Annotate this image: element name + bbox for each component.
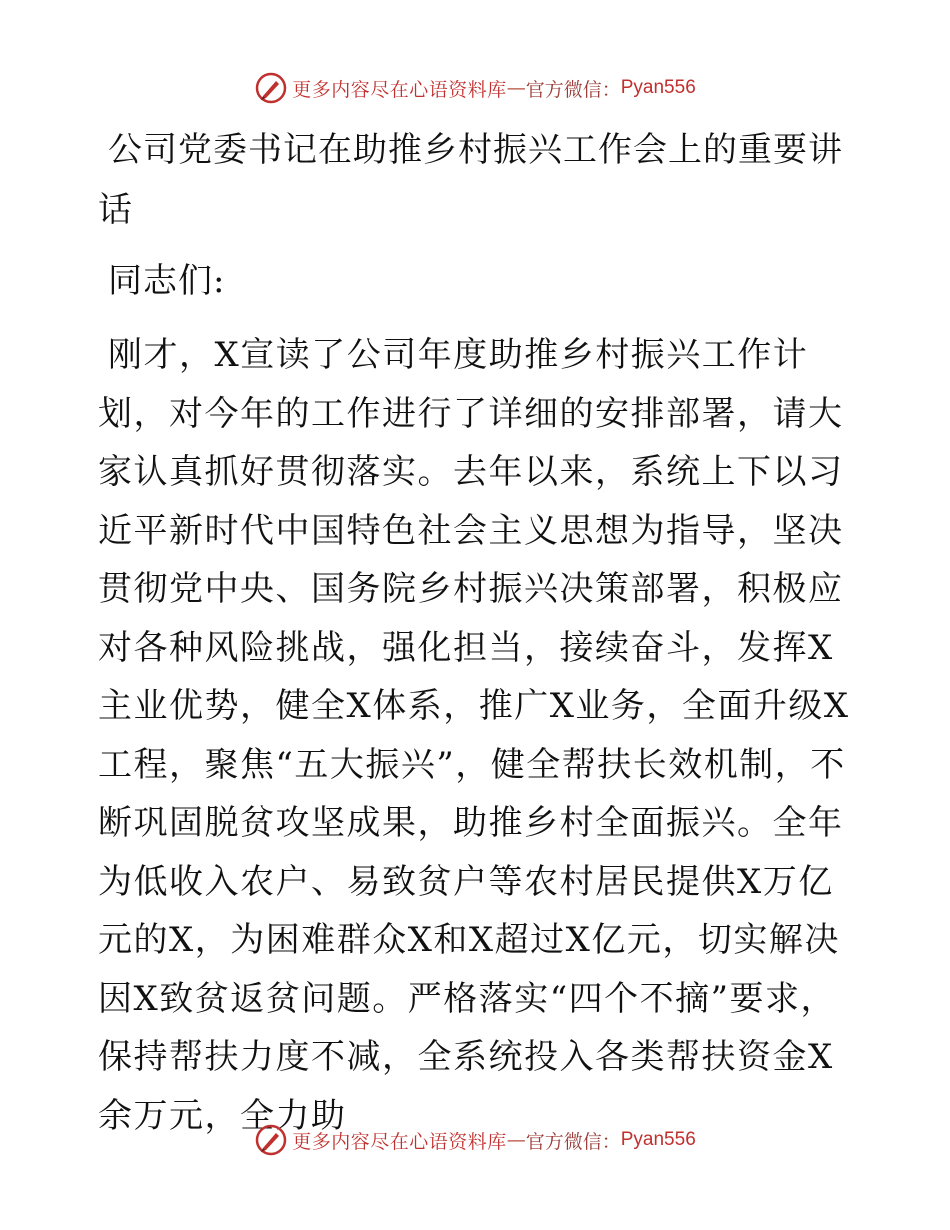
watermark-dash: — bbox=[506, 77, 526, 99]
footer-watermark bbox=[0, 1120, 950, 1160]
watermark-id: Pyan556 bbox=[620, 77, 696, 98]
watermark-label: 官方微信： bbox=[525, 1130, 621, 1153]
watermark-id: Pyan556 bbox=[620, 1129, 696, 1150]
document-title: 公司党委书记在助推乡村振兴工作会上的重要讲话 bbox=[98, 130, 843, 230]
watermark-text: 更多内容尽在心语资料库 bbox=[292, 1130, 507, 1153]
header-watermark bbox=[0, 68, 950, 108]
pen-logo-icon bbox=[254, 71, 288, 105]
document-paragraph: 刚才，X宣读了公司年度助推乡村振兴工作计划，对今年的工作进行了详细的安排部署，请大家认真抓好贯彻落实。去年以来，系统上下以习近平新时代中国特色社会主义思想为指导，坚决贯彻党中央、国务院乡村振兴决策部署，积极应对各种风险挑战，强化担当，接续奋斗，发挥X主业优势，健全X体系，推广X业务，全面升级X工程，聚焦“五大振兴”，健全帮扶长效机制，不断巩固脱贫攻坚成果，助推乡村全面振兴。全年为低收入农户、易致贫户等农村居民提供X万亿元的X，为困难群众X和X超过X亿元，切实解决因X致贫返贫问题。严格落实“四个不摘”要求，保持帮扶力度不减，全系统投入各类帮扶资金X余万元，全力助 bbox=[98, 335, 850, 1136]
watermark-dash: — bbox=[506, 1129, 526, 1151]
watermark-label: 官方微信： bbox=[525, 78, 621, 101]
document-greeting: 同志们: bbox=[108, 261, 226, 301]
pen-logo-icon bbox=[254, 1123, 288, 1157]
watermark-text: 更多内容尽在心语资料库 bbox=[292, 78, 507, 101]
